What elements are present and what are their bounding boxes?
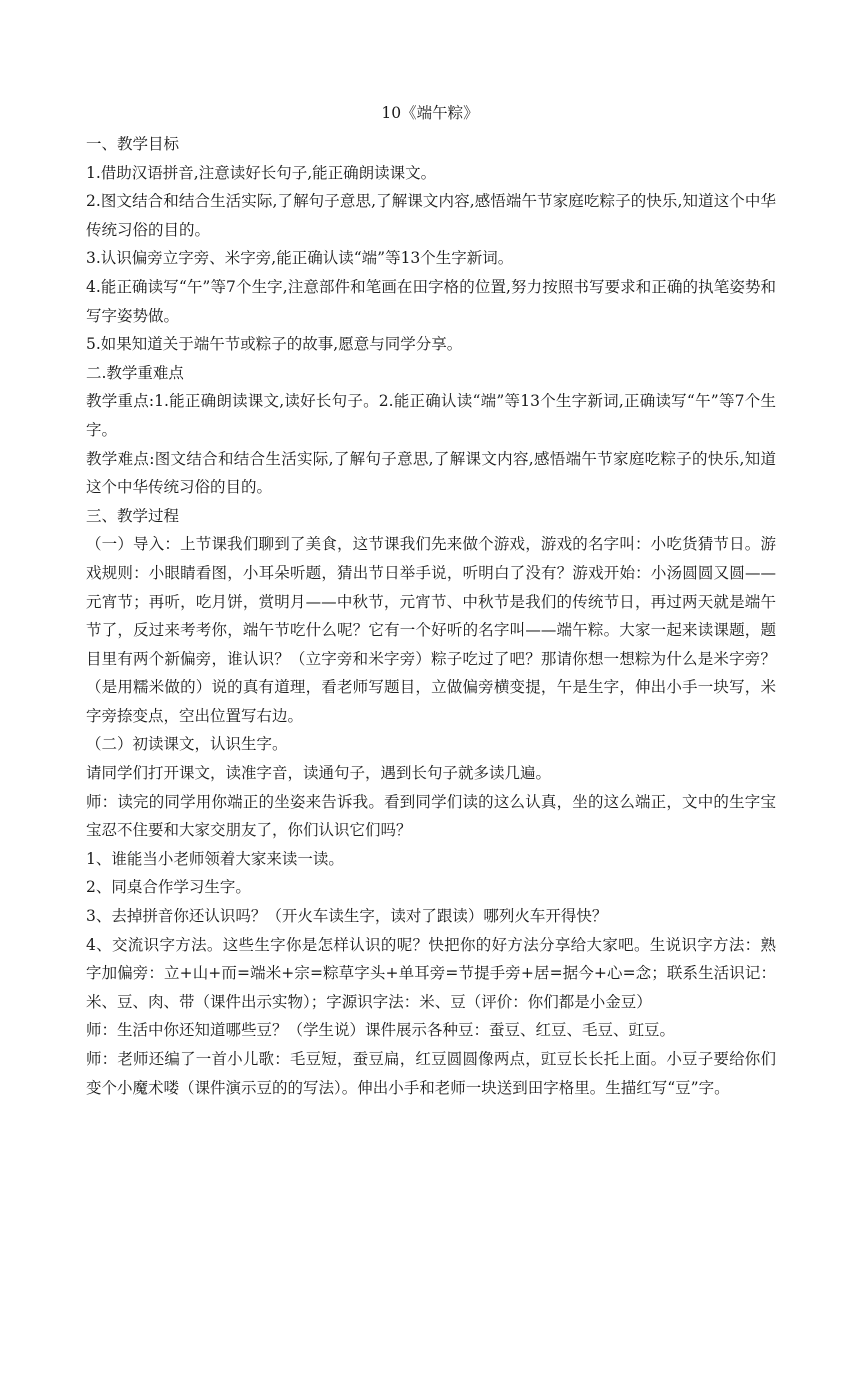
document-body (86, 130, 776, 1102)
difficult-point-paragraph: 教学难点:图文结合和结合生活实际,了解句子意思,了解课文内容,感悟端午节家庭吃粽子的快乐,知道这个中华传统习俗的目的。 (86, 449, 776, 497)
heading-key-points: 二.教学重难点 (86, 363, 184, 382)
goal-item-2: 2.图文结合和结合生活实际,了解句子意思,了解课文内容,感悟端午节家庭吃粽子的快乐,知道这个中华传统习俗的目的。 (86, 192, 776, 239)
teacher-paragraph-3: 师：老师还编了一首小儿歌：毛豆短，蚕豆扁，红豆圆圆像两点，豇豆长长托上面。小豆子要给你们变个小魔术喽（课件演示豆的的写法）。伸出小手和老师一块送到田字格里。生描红写“豆”字。 (86, 1050, 776, 1097)
document-title: 10《端午粽》 (381, 104, 479, 122)
goal-item-3: 3.认识偏旁立字旁、米字旁,能正确认读“端”等13个生字新词。 (86, 249, 514, 268)
teacher-paragraph-2: 师：生活中你还知道哪些豆？（学生说）课件展示各种豆：蚕豆、红豆、毛豆、豇豆。 (86, 1021, 676, 1040)
heading-teaching-goals: 一、教学目标 (86, 135, 180, 153)
intro-paragraph: （一）导入：上节课我们聊到了美食，这节课我们先来做个游戏，游戏的名字叫：小吃货猜节日。游戏规则：小眼睛看图，小耳朵听题，猜出节日举手说，听明白了没有？游戏开始：小汤圆圆又圆——元宵节；再听，吃月饼，赏明月——中秋节，元宵节、中秋节是我们的传统节日，再过两天就是端午节了，反过来考考你，端午节吃什么呢？它有一个好听的名字叫——端午粽。大家一起来读课题，题目里有两个新偏旁，谁认识？（立字旁和米字旁）粽子吃过了吧？那请你想一想粽为什么是米字旁？（是用糯米做的）说的真有道理，看老师写题目，立做偏旁横变提，午是生字，伸出小手一块写，米字旁捺变点，空出位置写右边。 (86, 535, 776, 725)
goal-item-1: 1.借助汉语拼音,注意读好长句子,能正确朗读课文。 (86, 163, 437, 182)
goal-item-5: 5.如果知道关于端午节或粽子的故事,愿意与同学分享。 (86, 335, 463, 354)
step-item-3: 3、去掉拼音你还认识吗？（开火车读生字，读对了跟读）哪列火车开得快？ (86, 907, 608, 926)
section-first-reading: （二）初读课文，认识生字。 (86, 735, 288, 754)
instruction-paragraph: 请同学们打开课文，读准字音，读通句子，遇到长句子就多读几遍。 (86, 764, 552, 783)
step-item-4: 4、交流识字方法。这些生字你是怎样认识的呢？快把你的好方法分享给大家吧。生说识字方法：熟字加偏旁：立+山+而=端米+宗=粽草字头+单耳旁=节提手旁+居=据今+心=念；联系生活识记：米、豆、肉、带（课件出示实物）；字源识字法：米、豆（评价：你们都是小金豆） (86, 935, 776, 1011)
goal-item-4: 4.能正确读写“午”等7个生字,注意部件和笔画在田字格的位置,努力按照书写要求和正确的执笔姿势和写字姿势做。 (86, 277, 776, 325)
step-item-2: 2、同桌合作学习生字。 (86, 878, 251, 897)
key-point-paragraph: 教学重点:1.能正确朗读课文,读好长句子。2.能正确认读“端”等13个生字新词,正确读写“午”等7个生字。 (86, 392, 776, 439)
heading-teaching-process: 三、教学过程 (86, 506, 180, 525)
teacher-paragraph-1: 师：读完的同学用你端正的坐姿来告诉我。看到同学们读的这么认真，坐的这么端正，文中的生字宝宝忍不住要和大家交朋友了，你们认识它们吗？ (86, 792, 776, 840)
step-item-1: 1、谁能当小老师领着大家来读一读。 (86, 849, 344, 868)
